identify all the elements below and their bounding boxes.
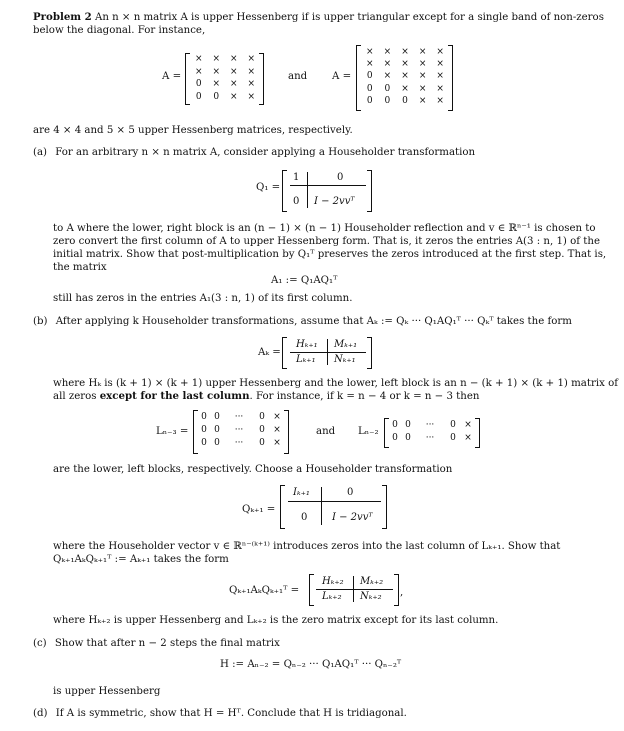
m4-entry: × — [229, 79, 238, 89]
part-b-text-6: Qₖ₊₁AₖQₖ₊₁ᵀ := Aₖ₊₁ takes the form — [53, 554, 229, 565]
m5-entry: × — [418, 83, 427, 94]
m4-entry: 0 — [213, 91, 220, 102]
ak-l-block: Lₖ₊₁ — [296, 354, 316, 365]
ak-n-block: Nₖ₊₁ — [334, 354, 356, 365]
problem-intro-line-2: below the diagonal. For instance, — [33, 25, 206, 36]
ln3-entry: ··· — [234, 438, 244, 448]
ln3-entry: × — [273, 425, 281, 435]
ln2-entry: 0 — [392, 433, 398, 443]
ln3-entry: 0 — [201, 412, 207, 422]
m5-entry: × — [436, 47, 444, 57]
ln2-entry: 0 — [405, 420, 411, 430]
ln2-entry: 0 — [392, 420, 398, 430]
m5-entry: × — [418, 95, 427, 106]
m4-entry: × — [194, 54, 203, 64]
ln2-entry: 0 — [450, 433, 456, 443]
m4-entry: × — [229, 66, 238, 77]
eq2-l-block: Lₖ₊₂ — [322, 591, 342, 602]
ln3-entry: 0 — [201, 438, 207, 448]
ak-h-block: Hₖ₊₁ — [296, 339, 318, 350]
ln3-right-bracket — [284, 410, 289, 454]
m4-entry: × — [247, 91, 256, 102]
eq2-h-block: Hₖ₊₂ — [322, 576, 344, 587]
m5-entry: 0 — [366, 71, 373, 82]
part-a-text-4: initial matrix. Show that post-multiplication by Q₁ᵀ preserves the zeros introduced at the first step. That is, — [53, 249, 607, 260]
m5-entry: × — [401, 83, 409, 94]
m5-entry: 0 — [402, 95, 408, 106]
m5-entry: × — [418, 47, 427, 57]
ln-and: and — [316, 426, 336, 437]
part-b-text-3 — [53, 390, 479, 403]
part-b-text-7: where Hₖ₊₂ is upper Hessenberg and Lₖ₊₂ is the zero matrix except for its last column. — [53, 615, 499, 626]
ln3-entry: 0 — [259, 438, 265, 448]
example-matrix-5x5 — [361, 46, 449, 107]
part-a-text-1: For an arbitrary n × n matrix A, consider applying a Householder transformation — [55, 147, 476, 158]
eq2-lhs: Qₖ₊₁AₖQₖ₊₁ᵀ = — [229, 585, 300, 596]
q1-bottom-right: I − 2vvᵀ — [314, 196, 355, 207]
q1-left-bracket — [282, 170, 287, 212]
part-d-line-1 — [33, 707, 407, 720]
m4-entry: × — [247, 54, 256, 64]
part-d-label: (d) — [33, 708, 48, 719]
eq2-n-block: Nₖ₊₂ — [360, 591, 382, 602]
example-matrix-4x4 — [190, 54, 260, 103]
part-a-text-2: to A where the lower, right block is an (n − 1) × (n − 1) Householder reflection and v ∈ ℝⁿ⁻¹ is chosen to — [53, 223, 596, 234]
part-b-text-3b: except for the last column — [99, 390, 250, 402]
m5-entry: 0 — [366, 83, 373, 94]
m5-entry: × — [366, 47, 374, 57]
ln3-entry: × — [273, 412, 281, 422]
eq2-horizontal-rule — [316, 589, 393, 590]
m5-entry: × — [401, 71, 409, 82]
ln3-matrix — [198, 411, 286, 450]
q1-top-right: 0 — [337, 172, 344, 183]
problem-intro-line-1 — [33, 11, 604, 24]
m5-entry: 0 — [384, 83, 391, 94]
m5-entry: × — [436, 83, 444, 94]
qk-bottom-left: 0 — [301, 512, 308, 523]
ak-horizontal-rule — [290, 352, 366, 353]
ln3-entry: ··· — [234, 425, 244, 435]
part-b-text-2: where Hₖ is (k + 1) × (k + 1) upper Hessenberg and the lower, left block is an n − (k + 1) × (k + 1) matrix of — [53, 378, 618, 389]
m4-entry: × — [229, 54, 238, 64]
m5-entry: × — [401, 59, 409, 70]
part-c-equation: H := Aₙ₋₂ = Qₙ₋₂ ··· Q₁AQ₁ᵀ ··· Qₙ₋₂ᵀ — [220, 659, 402, 670]
part-b-text-1: After applying k Householder transformations, assume that Aₖ := Qₖ ··· Q₁AQ₁ᵀ ··· Qₖᵀ takes the form — [55, 316, 572, 327]
eq2-right-bracket — [394, 574, 399, 606]
eq1-lhs: A = — [162, 71, 182, 82]
q1-horizontal-rule — [290, 185, 366, 186]
m4-entry: × — [212, 54, 221, 64]
qk-top-left: Iₖ₊₁ — [293, 487, 310, 498]
qk-lhs: Qₖ₊₁ = — [242, 504, 276, 515]
m5-entry: × — [383, 71, 392, 82]
qk-bottom-right: I − 2vvᵀ — [332, 512, 373, 523]
qk-top-right: 0 — [347, 487, 354, 498]
ln2-matrix — [389, 419, 477, 445]
q1-lhs: Q₁ = — [256, 182, 281, 193]
part-a-text-3: zero convert the first column of A to upper Hessenberg form. That is, it zeros the entries A(3 : n, 1) of the — [53, 236, 600, 247]
ln3-entry: 0 — [259, 412, 265, 422]
ln3-entry: 0 — [214, 425, 220, 435]
part-b-text-4: are the lower, left blocks, respectively. Choose a Householder transformation — [53, 464, 453, 475]
m5-entry: × — [418, 59, 427, 70]
part-b-text-3c: . For instance, if k = n − 4 or k = n − 3 then — [249, 391, 480, 402]
ak-left-bracket — [282, 337, 287, 369]
part-c-text-2: is upper Hessenberg — [53, 686, 161, 697]
ak-lhs: Aₖ = — [258, 347, 281, 358]
part-c-label: (c) — [33, 638, 47, 649]
ln2-entry: ··· — [425, 420, 435, 430]
m4-right-bracket — [259, 53, 264, 105]
m4-entry: × — [212, 66, 221, 77]
part-a-line-1 — [33, 146, 475, 159]
eq2-m-block: Mₖ₊₂ — [360, 576, 384, 587]
eq2-left-bracket — [309, 574, 314, 606]
eq2-comma: , — [400, 587, 404, 598]
ln2-right-bracket — [475, 418, 480, 448]
m5-entry: 0 — [366, 95, 373, 106]
q1-vertical-rule — [307, 172, 308, 208]
m4-entry: 0 — [195, 91, 202, 102]
m5-entry: × — [366, 59, 374, 70]
m5-right-bracket — [448, 45, 453, 111]
ln2-entry: 0 — [450, 420, 456, 430]
m5-entry: × — [401, 47, 409, 57]
eq1-lhs-2: A = — [332, 71, 352, 82]
ln2-entry: 0 — [405, 433, 411, 443]
ln2-entry: × — [464, 433, 472, 443]
problem-heading: Problem 2 — [33, 11, 92, 23]
m5-entry: × — [418, 71, 427, 82]
ln3-entry: 0 — [259, 425, 265, 435]
ak-m-block: Mₖ₊₁ — [334, 339, 358, 350]
m5-entry: × — [436, 95, 444, 106]
q1-top-left: 1 — [293, 172, 300, 183]
m5-entry: × — [383, 59, 392, 70]
m4-entry: 0 — [195, 79, 202, 89]
part-a-text-5: the matrix — [53, 262, 107, 273]
ln3-entry: 0 — [214, 438, 220, 448]
part-b-line-1 — [33, 315, 572, 328]
m5-entry: 0 — [384, 95, 391, 106]
part-a-equation: A₁ := Q₁AQ₁ᵀ — [271, 275, 338, 286]
after-example-text: are 4 × 4 and 5 × 5 upper Hessenberg matrices, respectively. — [33, 125, 353, 136]
part-d-text-1: If A is symmetric, show that H = Hᵀ. Conclude that H is tridiagonal. — [55, 708, 407, 719]
m4-entry: × — [247, 79, 256, 89]
q1-bottom-left: 0 — [293, 196, 300, 207]
part-b-text-5: where the Householder vector v ∈ ℝⁿ⁻⁽ᵏ⁺¹⁾ introduces zeros into the last column of Lₖ₊₁. Show that — [53, 541, 561, 552]
part-b-label: (b) — [33, 316, 48, 327]
ln2-entry: × — [464, 420, 472, 430]
m5-entry: × — [383, 47, 392, 57]
ln2-entry: ··· — [425, 433, 435, 443]
m4-entry: × — [194, 66, 203, 77]
ln3-lhs: Lₙ₋₃ = — [156, 426, 189, 437]
ak-right-bracket — [367, 337, 372, 369]
m5-entry: × — [436, 71, 444, 82]
part-c-text-1: Show that after n − 2 steps the final matrix — [54, 638, 280, 649]
qk-vertical-rule — [321, 487, 322, 525]
m5-entry: × — [436, 59, 444, 70]
ln3-entry: × — [273, 438, 281, 448]
qk-horizontal-rule — [288, 501, 381, 502]
ln3-entry: 0 — [214, 412, 220, 422]
ln3-entry: ··· — [234, 412, 244, 422]
ln3-entry: 0 — [201, 425, 207, 435]
part-b-text-3a: all zeros — [53, 391, 100, 402]
intro-text-1: An n × n matrix A is upper Hessenberg if is upper triangular except for a single band of non-zeros — [94, 12, 604, 23]
qk-right-bracket — [382, 485, 387, 529]
part-c-line-1 — [33, 637, 280, 650]
part-a-text-6: still has zeros in the entries A₁(3 : n, 1) of its first column. — [53, 293, 353, 304]
m4-entry: × — [212, 79, 221, 89]
m4-entry: × — [229, 91, 238, 102]
part-a-label: (a) — [33, 147, 48, 158]
qk-left-bracket — [280, 485, 285, 529]
q1-right-bracket — [367, 170, 372, 212]
eq1-and: and — [288, 71, 308, 82]
ln2-lhs: Lₙ₋₂ — [358, 426, 379, 437]
m4-entry: × — [247, 66, 256, 77]
